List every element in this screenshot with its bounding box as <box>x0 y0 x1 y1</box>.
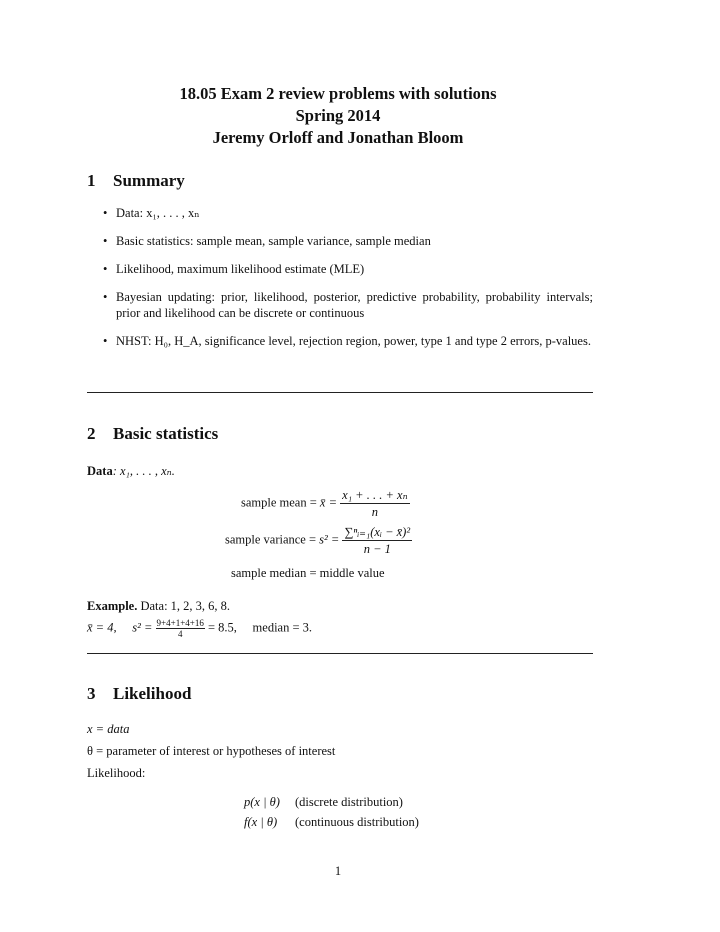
example-median: median = 3. <box>252 620 313 635</box>
discrete-expr: p(x | θ) <box>244 795 280 809</box>
sample-variance-label: sample variance = <box>225 532 317 547</box>
example-variance-result: = 8.5, <box>207 620 237 635</box>
continuous-likelihood <box>244 815 419 830</box>
bullet-icon: • <box>103 206 108 220</box>
section-3-title: Likelihood <box>113 684 192 703</box>
sample-median-label: sample median = <box>231 566 317 580</box>
example-line <box>87 599 230 614</box>
section-divider <box>87 392 593 393</box>
example-variance-fraction <box>156 618 205 639</box>
summary-list <box>87 205 593 361</box>
sample-variance-denominator: n − 1 <box>363 542 391 556</box>
likelihood-line-2: θ = parameter of interest or hypotheses of interest <box>87 744 336 758</box>
example-text: Data: 1, 2, 3, 6, 8. <box>140 599 231 613</box>
title-line-2: Spring 2014 <box>295 106 381 125</box>
sample-mean-symbol: x̄ = <box>319 495 338 510</box>
example-variance-numerator: 9+4+1+4+16 <box>156 618 204 628</box>
section-2-heading <box>87 424 218 444</box>
continuous-expr: f(x | θ) <box>244 815 278 829</box>
section-divider <box>87 653 593 654</box>
section-1-title: Summary <box>113 171 185 190</box>
section-2-number: 2 <box>87 424 96 443</box>
sample-mean-label: sample mean = <box>241 495 317 510</box>
section-2-title: Basic statistics <box>113 424 219 443</box>
sample-variance-equation <box>225 524 412 557</box>
sample-variance-numerator: ∑ⁿᵢ₌₁(xᵢ − x̄)² <box>344 525 411 539</box>
example-results <box>87 618 312 639</box>
bullet-icon: • <box>103 262 108 276</box>
title-line-3: Jeremy Orloff and Jonathan Bloom <box>212 128 464 147</box>
likelihood-line-3: Likelihood: <box>87 766 146 780</box>
sample-median-value: middle value <box>319 566 385 580</box>
sample-median-equation <box>231 566 385 581</box>
list-item: • Basic statistics: sample mean, sample variance, sample median <box>103 234 431 248</box>
list-item: • NHST: H₀, H_A, significance level, rejection region, power, type 1 and type 2 errors, p-values. <box>103 334 591 348</box>
sample-mean-fraction <box>340 487 410 520</box>
page-number: 1 <box>334 864 342 878</box>
likelihood-line-1: x = data <box>87 722 130 736</box>
section-3-number: 3 <box>87 684 96 703</box>
discrete-likelihood <box>244 795 403 810</box>
sample-mean-equation <box>241 487 410 520</box>
bullet-icon: • <box>103 290 108 304</box>
sample-variance-fraction <box>342 524 412 557</box>
list-item: • Likelihood, maximum likelihood estimate (MLE) <box>103 262 365 276</box>
example-variance-symbol: s² = <box>132 620 153 635</box>
sample-variance-symbol: s² = <box>319 532 340 547</box>
title-line-1: 18.05 Exam 2 review problems with solutions <box>179 84 497 103</box>
continuous-note: (continuous distribution) <box>295 815 419 829</box>
discrete-note: (discrete distribution) <box>295 795 403 809</box>
section-3-heading <box>87 684 191 704</box>
data-values: : x₁, . . . , xₙ. <box>112 464 175 478</box>
list-item: • Data: x₁, . . . , xₙ <box>103 206 200 220</box>
example-label: Example. <box>87 599 138 613</box>
section-1-number: 1 <box>87 171 96 190</box>
sample-mean-denominator: n <box>371 505 379 519</box>
data-line <box>87 463 175 479</box>
list-item: • Bayesian updating: prior, likelihood, posterior, predictive probability, probability intervals; prior and likelihood can be discrete or continuous <box>103 290 593 320</box>
sample-mean-numerator: x₁ + . . . + xₙ <box>342 488 408 502</box>
data-label: Data <box>87 464 113 478</box>
example-variance-denominator: 4 <box>177 629 183 639</box>
bullet-icon: • <box>103 234 108 248</box>
example-mean: x̄ = 4, <box>87 620 117 635</box>
bullet-icon: • <box>103 334 108 348</box>
section-1-heading <box>87 171 185 191</box>
